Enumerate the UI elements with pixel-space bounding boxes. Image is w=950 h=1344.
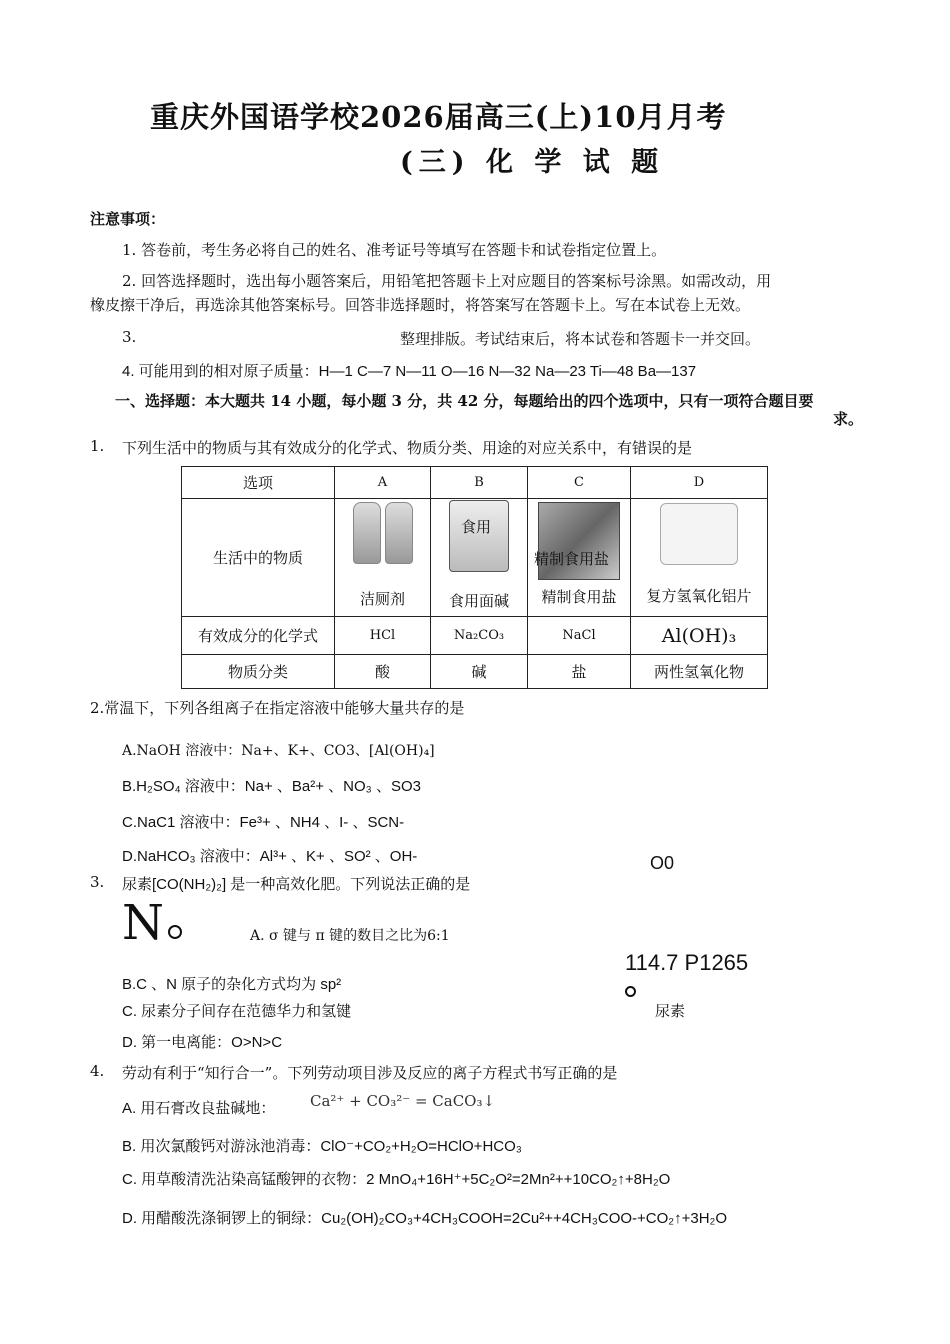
title-line-1: 重庆外国语学校2026届高三(上)10月月考	[150, 100, 727, 134]
urea-structure-label: 尿素	[655, 1002, 686, 1020]
q4-option-a-equation: Ca²⁺ + CO₃²⁻ = CaCO₃↓	[310, 1092, 496, 1110]
notice-heading: 注意事项：	[90, 210, 166, 228]
section-1-heading-line-1: 一、选择题：本大题共 14 小题，每小题 3 分，共 42 分，每题给出的四个选项中，只有一项符合题目要	[115, 392, 814, 410]
table-header-option: 选项	[182, 467, 335, 499]
q2-option-b: B.H₂SO₄ 溶液中：Na+ 、Ba²+ 、NO₃ 、SO3	[122, 778, 421, 795]
q1-stem: 下列生活中的物质与其有效成分的化学式、物质分类、用途的对应关系中，有错误的是	[122, 439, 693, 457]
cell-substance-c	[528, 499, 631, 617]
q4-stem: 劳动有利于“知行合一”。下列劳动项目涉及反应的离子方程式书写正确的是	[122, 1064, 618, 1082]
formula-c: NaCl	[528, 617, 631, 655]
table-header-b: B	[431, 467, 528, 499]
substance-b-overlay: 食用	[461, 518, 492, 536]
formula-b: Na₂CO₃	[431, 617, 528, 655]
notice-item-4: 4. 可能用到的相对原子质量：H—1 C—7 N—11 O—16 N—32 Na—23 Ti—48 Ba—137	[122, 363, 697, 380]
substance-c-overlay: 精制食用盐	[534, 550, 610, 568]
notice-item-2-line-2: 橡皮擦干净后，再选涂其他答案标号。回答非选择题时，将答案写在答题卡上。写在本试卷上无效。	[90, 296, 751, 314]
q2-option-c: C.NaC1 溶液中：Fe³+ 、NH4 、I- 、SCN-	[122, 814, 405, 831]
aluminum-hydroxide-tablets-image	[660, 503, 738, 565]
notice-item-1: 1. 答卷前，考生务必将自己的姓名、准考证号等填写在答题卡和试卷指定位置上。	[122, 241, 667, 259]
substance-a-label: 洁厕剂	[359, 590, 405, 608]
title-line-2: (三) 化 学 试 题	[400, 147, 665, 178]
cell-substance-b	[431, 499, 528, 617]
table-header-d: D	[631, 467, 768, 499]
table-header-c: C	[528, 467, 631, 499]
cell-substance-a	[335, 499, 431, 617]
q4-option-c: C. 用草酸清洗沾染高锰酸钾的衣物：2 MnO₄+16H⁺+5C₂O²=2Mn²++10CO₂↑+8H₂O	[122, 1171, 671, 1188]
q1-number: 1.	[90, 437, 105, 455]
table-header-a: A	[335, 467, 431, 499]
urea-structure-ring	[625, 982, 636, 1001]
q2-option-a: A.NaOH 溶液中：Na+、K+、CO3、[Al(OH)₄]	[122, 743, 435, 759]
q4-number: 4.	[90, 1062, 105, 1080]
q3-option-c: C. 尿素分子间存在范德华力和氢键	[122, 1003, 352, 1020]
cell-substance-d	[631, 499, 768, 617]
row-label-formula: 有效成分的化学式	[182, 617, 335, 655]
class-a: 酸	[335, 655, 431, 689]
q4-option-b: B. 用次氯酸钙对游泳池消毒：ClO⁻+CO₂+H₂O=HClO+HCO₃	[122, 1138, 522, 1155]
urea-structure-o0: O0	[650, 853, 675, 873]
q4-option-d: D. 用醋酸洗涤铜锣上的铜绿：Cu₂(OH)₂CO₃+4CH₃COOH=2Cu²++4CH₃COO-+CO₂↑+3H₂O	[122, 1210, 728, 1227]
notice-item-3-number: 3.	[122, 328, 137, 346]
formula-a: HCl	[335, 617, 431, 655]
urea-structure-big-n: N	[122, 895, 182, 951]
formula-d: Al(OH)₃	[631, 617, 768, 655]
urea-structure-numbers: 114.7 P1265	[625, 950, 749, 975]
substance-b-label: 食用面碱	[448, 592, 509, 610]
row-label-substance: 生活中的物质	[182, 499, 335, 617]
substance-d-label: 复方氢氧化铝片	[646, 587, 752, 605]
substance-c-label: 精制食用盐	[541, 588, 617, 606]
q2-stem: 2.常温下，下列各组离子在指定溶液中能够大量共存的是	[90, 699, 465, 717]
q3-option-a: A. σ 键与 π 键的数目之比为6:1	[250, 928, 450, 944]
section-1-heading-line-2: 求。	[833, 410, 864, 428]
notice-item-3-text: 整理排版。考试结束后，将本试卷和答题卡一并交回。	[400, 330, 761, 348]
q3-stem: 尿素[CO(NH₂)₂] 是一种高效化肥。下列说法正确的是	[122, 876, 471, 893]
q1-table	[181, 466, 768, 689]
q4-option-a: A. 用石膏改良盐碱地：	[122, 1100, 276, 1117]
class-d: 两性氢氧化物	[631, 655, 768, 689]
q3-option-b: B.C 、N 原子的杂化方式均为 sp²	[122, 976, 342, 993]
toilet-cleaner-image	[351, 502, 415, 568]
class-b: 碱	[431, 655, 528, 689]
q3-number: 3.	[90, 873, 105, 891]
row-label-class: 物质分类	[182, 655, 335, 689]
q3-option-d: D. 第一电离能：O>N>C	[122, 1034, 283, 1051]
notice-item-2-line-1: 2. 回答选择题时，选出每小题答案后，用铅笔把答题卡上对应题目的答案标号涂黑。如需改动，用	[122, 272, 772, 290]
q2-option-d: D.NaHCO₃ 溶液中：Al³+ 、K+ 、SO² 、OH-	[122, 848, 418, 865]
class-c: 盐	[528, 655, 631, 689]
